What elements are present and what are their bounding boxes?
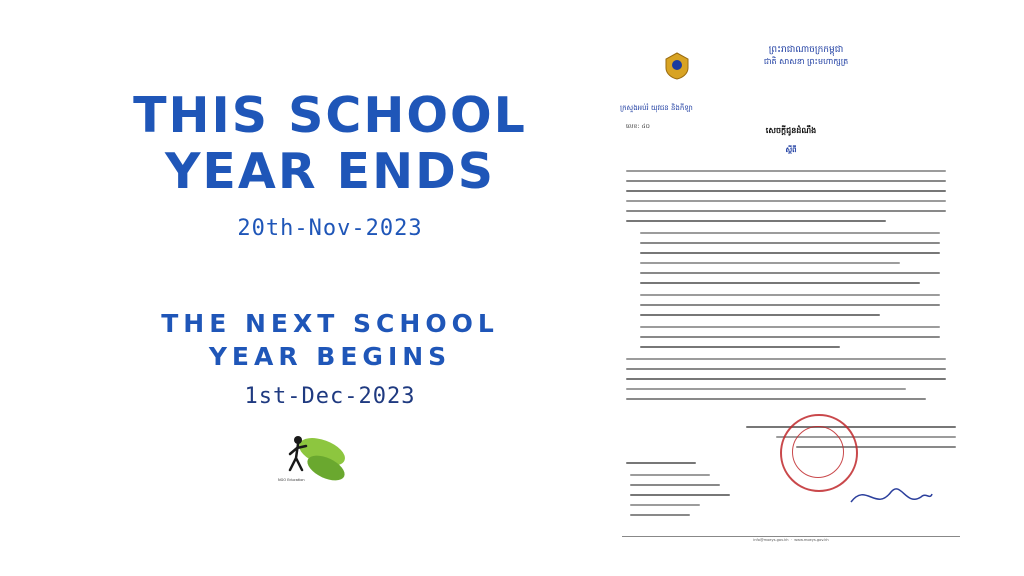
body-text-line (626, 180, 946, 182)
footer-email: info@moeys.gov.kh (753, 538, 789, 542)
body-text-line (630, 474, 710, 476)
body-text-line (630, 494, 730, 496)
body-text-line (626, 210, 946, 212)
logo-caption: NGO Education (278, 478, 305, 482)
kingdom-header (736, 45, 876, 67)
body-text-line (640, 262, 900, 264)
body-text-line (626, 388, 906, 390)
body-text-line (640, 346, 840, 348)
body-text-line (640, 294, 940, 296)
ministry-emblem-icon (664, 52, 690, 80)
body-text-line (626, 378, 946, 380)
body-text-line (626, 200, 946, 202)
start-date: 1st-Dec-2023 (244, 384, 416, 409)
subheading (150, 307, 510, 373)
body-text-line (640, 242, 940, 244)
body-text-line (626, 462, 696, 464)
stamp-inner-ring (792, 426, 844, 478)
headline (105, 88, 555, 200)
kingdom-line2: ជាតិ សាសនា ព្រះមហាក្សត្រ (763, 57, 849, 66)
body-text-line (626, 398, 926, 400)
notice-title: សេចក្តីជូនដំណឹង (765, 126, 817, 135)
signature-icon (846, 472, 936, 522)
headline-line2: YEAR ENDS (164, 143, 496, 200)
reference-number: លេខ: ៤០ (626, 123, 650, 130)
footer-divider (622, 536, 960, 537)
body-text-line (640, 314, 880, 316)
body-text-line (630, 504, 700, 506)
footer-website: www.moeys.gov.kh (794, 538, 829, 542)
body-text-line (640, 326, 940, 328)
body-text-line (626, 190, 946, 192)
body-text-line (640, 272, 940, 274)
body-text-line (630, 484, 720, 486)
body-text-line (626, 368, 946, 370)
end-date: 20th-Nov-2023 (237, 216, 423, 241)
document-footer: info@moeys.gov.kh · www.moeys.gov.kh (753, 538, 829, 542)
ministry-name: ក្រសួងអប់រំ យុវជន និងកីឡា (620, 104, 693, 112)
body-text-line (630, 514, 690, 516)
official-notice-document (616, 42, 966, 550)
body-text-line (640, 232, 940, 234)
body-text-line (640, 304, 940, 306)
body-text-line (640, 282, 920, 284)
body-text-line (626, 220, 886, 222)
subhead-line2: YEAR BEGINS (208, 342, 452, 371)
body-text-line (746, 426, 956, 428)
notice-subject: ស្តីពី (785, 146, 797, 154)
kingdom-line1: ព្រះរាជាណាចក្រកម្ពុជា (768, 45, 844, 55)
body-text-line (626, 358, 946, 360)
headline-line1: THIS SCHOOL (133, 87, 527, 144)
body-text-line (626, 170, 946, 172)
ngo-education-logo-icon (282, 430, 354, 500)
subhead-line1: THE NEXT SCHOOL (161, 309, 499, 338)
body-text-line (640, 252, 940, 254)
body-text-line (640, 336, 940, 338)
